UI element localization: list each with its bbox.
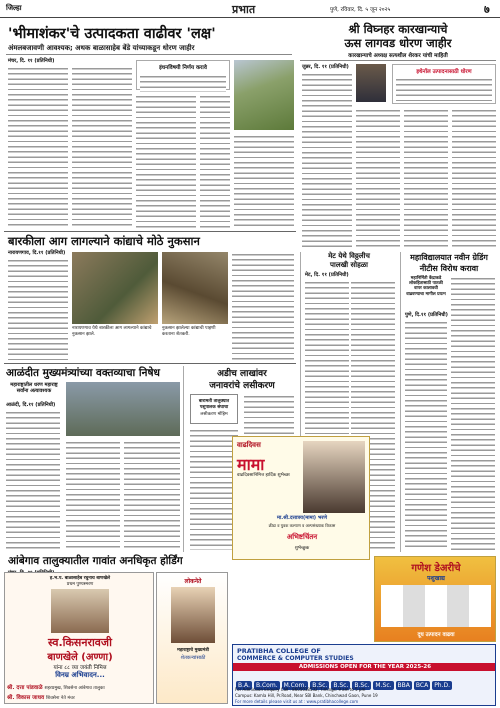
byline: मंचर, दि. ११ (प्रतिनिधी) [8, 58, 55, 64]
subheadline: कारखान्याचे अध्यक्ष सत्यशील शेरकर यांची माहिती [348, 53, 448, 59]
text-column [6, 410, 60, 550]
text-column [124, 440, 180, 550]
ad-cattle-feed [374, 556, 496, 642]
from2-role: शिवसेना नेते मंचर [45, 696, 75, 701]
ad-bday-greeting: शुभेच्छुक [294, 546, 310, 551]
text-column [452, 108, 496, 248]
from1-role: शहरप्रमुख, शिवसेना आंबेगाव तालुका [44, 686, 105, 691]
sidebar-title: इंधनविषयी निर्णय करावे [159, 65, 207, 71]
bday-portrait [303, 441, 365, 513]
text-column [190, 428, 238, 550]
subheadline: महानिर्मिती केंद्राकडे लोकहितासाठी पातळी वापर कालावधी वाढवण्याचा मागील प्रयत्न [406, 276, 446, 297]
sugarcane-photo [234, 60, 294, 130]
from2-name: श्री. विकास जाधव [7, 695, 45, 701]
sidebar-text [140, 74, 226, 92]
headline: बारकीला आग लागल्याने कांद्याचे मोठे नुकसान [8, 234, 200, 248]
headline: मेट येथे विठ्ठलीच [328, 252, 370, 260]
subheadline: अंमलबजावणी आवश्यक; अथक बाळासाहेब बेंडे यांच्याकडून धोरण जाहीर [8, 44, 195, 52]
degree-tag: M.Com. [283, 682, 307, 689]
byline: आळंदी, दि.११ (प्रतिनिधी) [6, 402, 56, 408]
caption-2: नुकसान झालेल्या कांद्याची पाहणी करताना शेतकरी. [162, 326, 216, 337]
box-title: इथेनॉल उत्पादनासाठी धोरण [416, 69, 472, 75]
story-vighnahar [300, 20, 496, 250]
text-column [8, 258, 68, 362]
ad-cattle-tag2: दूध उत्पादन वाढवा [417, 632, 455, 638]
ad-college [232, 644, 496, 706]
text-column [405, 320, 447, 550]
section-label: जिल्हा [6, 4, 22, 12]
page-number: ७ [484, 3, 490, 16]
text-column [404, 108, 448, 248]
memorial-portrait [51, 589, 109, 633]
from1-name: श्री. दत्ता पांडवाळे [7, 685, 43, 691]
text-column [234, 134, 294, 228]
degree-tag: B.A. [238, 682, 250, 689]
college-name2: COMMERCE & COMPUTER STUDIES [237, 655, 354, 662]
side-box-sub: लसीकरण मोहिम [200, 412, 228, 417]
text-column [8, 66, 68, 228]
byline: पुणे, दि.११ (प्रतिनिधी) [405, 312, 448, 318]
story-grading [400, 252, 496, 552]
degree-tag: BBA [397, 682, 410, 689]
admission-banner: ADMISSIONS OPEN FOR THE YEAR 2025-26 [233, 663, 496, 671]
text-column [232, 252, 294, 362]
degree-tag: M.Sc. [375, 682, 392, 689]
divider [300, 60, 496, 61]
text-column [136, 94, 196, 228]
headline: महाविद्यालयात नवीन ग्रेडिंग [410, 253, 488, 262]
ad-bday-role: क्रीडा व युवक कल्याण व अल्पसंख्याक विकास [268, 523, 336, 528]
college-address: Campus: Kamla Hill, Pr.Road, Near SBI Bank, Chinchwad Gaon, Pune 19 [235, 693, 378, 698]
degree-tag: Ph.D. [434, 682, 451, 689]
text-column [451, 276, 495, 550]
story-onion-fire [4, 234, 296, 364]
headline-line2: नीटीस विरोध करावा [419, 264, 479, 273]
headline-line2: ऊस लागवड धोरण जाहीर [344, 36, 452, 50]
ad-line1: ह.भ.प. बाळासाहेब रघुनाथ बाणखेले [49, 576, 111, 581]
college-name: PRATIBHA COLLEGE OF [237, 647, 321, 655]
degree-tag: B.Sc. [354, 682, 370, 689]
degree-tag: B.Com. [255, 682, 278, 689]
degree-tag: B.Sc. [333, 682, 349, 689]
ad-name2: बाणखेले (अण्णा) [47, 652, 113, 663]
text-column [66, 440, 120, 550]
divider [6, 54, 292, 55]
masthead-logo: प्रभात [232, 3, 256, 16]
headline: आंबेगाव तालुक्यातील गावांत अनधिकृत होर्डिंग [8, 555, 183, 567]
story-bhimashankar [4, 20, 296, 232]
degree-tag: B.Sc. [312, 682, 328, 689]
ad-birthday [232, 436, 370, 560]
byline: मेट, दि. ११ (प्रतिनिधी) [305, 272, 349, 278]
byline: जुन्नर, दि. ११ (प्रतिनिधी) [302, 64, 349, 70]
caption-1: नारायणगाव येथे बारकीला आग लागल्याने कांद्याचे नुकसान झाले. [72, 326, 152, 337]
byline: नारायणगाव, दि.११ (प्रतिनिधी) [8, 250, 66, 256]
protest-photo [66, 382, 180, 436]
ad-tribute: विनम्र अभिवादन... [55, 671, 105, 679]
ad-bday-wish: अभिष्टचिंतन [286, 533, 318, 541]
sidebar-box [136, 60, 230, 90]
text-column [302, 72, 352, 248]
ad-cm-slogan: शेतकऱ्यांसाठी [180, 655, 206, 661]
college-contact: For Admission Enquiry Call : 8605038532, Timings: 9 am to 5 pm [235, 687, 366, 692]
fire-photo-2 [162, 252, 228, 324]
story-alandi [4, 366, 184, 552]
headline: आळंदीत मुख्यमंत्र्यांच्या वक्तव्याचा निषेध [6, 367, 161, 379]
headline-line2: पालखी सोहळा [330, 261, 368, 269]
subheadline: महाराष्ट्रातील धरण महाराष्ट्र सर्वांना अत्यावश्यक [10, 382, 58, 394]
ad-bday-name2: वाढदिवसानिमित्त हार्दिक शुभेच्छा [237, 473, 290, 478]
ad-bday-person: मा.श्री.दत्तात्रय(मामा) भरणे [276, 515, 328, 521]
ad-line2: प्रथम पुण्यस्मरण [66, 582, 94, 587]
headline: अडीच लाखांवर [217, 369, 267, 379]
highlight-box [392, 64, 496, 104]
text-column [72, 66, 132, 228]
box-text [396, 77, 492, 103]
headline: श्री विघ्नहर कारखान्याचे [348, 22, 448, 36]
ad-from2 [7, 693, 153, 701]
ad-cm [156, 572, 228, 704]
page-header [0, 0, 500, 18]
ad-from1 [7, 683, 153, 691]
headline-line2: जनावरांचे लसीकरण [209, 381, 275, 391]
headline: 'भीमाशंकर'चे उत्पादकता वाढीवर 'लक्ष' [8, 26, 216, 42]
ad-name: स्व.किसनरावजी [48, 636, 112, 649]
ad-dates: यांना ८८ व्या जयंती निमित्त [53, 665, 107, 671]
product-row [381, 585, 491, 627]
college-footer: For more details please visit us at : www.pratibhacollege.com [235, 699, 359, 704]
ad-cm-title: लोकनेते [184, 578, 202, 585]
cm-portrait [171, 587, 215, 643]
ad-bday-name: मामा [237, 455, 265, 474]
side-box [190, 394, 238, 424]
text-column [356, 108, 400, 248]
ad-cattle-brand: गणेश डेअरीचे [411, 563, 461, 574]
portrait-photo [356, 64, 386, 102]
text-column [200, 94, 230, 228]
date-line: पुणे, रविवार, दि. ५ जून २०२५ [330, 7, 391, 13]
ad-bday-title: वाढदिवस [237, 441, 261, 449]
ad-memorial [4, 572, 154, 704]
fire-photo-1 [72, 252, 158, 324]
degree-tag: BCA [415, 682, 429, 689]
ad-cm-name: महाराष्ट्राचे मुख्यमंत्री [177, 648, 209, 653]
side-box-title: बारामती तालुक्यात पशुपालक संघाचा [198, 399, 230, 410]
ad-cattle-tag: पशुखाद्य [427, 575, 445, 582]
